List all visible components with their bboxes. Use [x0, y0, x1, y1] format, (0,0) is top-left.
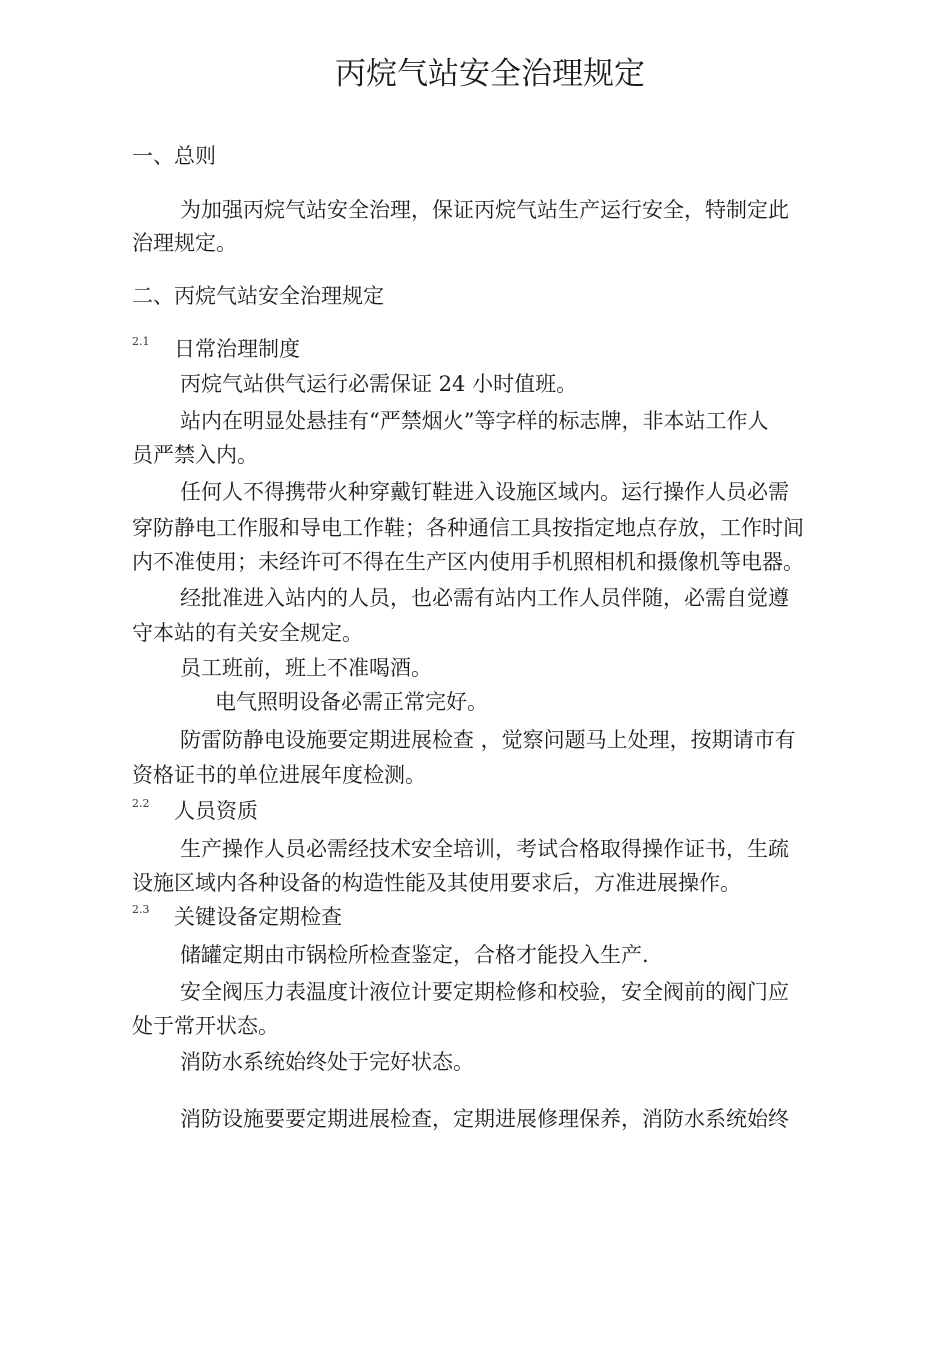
- paragraph-line: 治理规定。: [132, 231, 237, 255]
- subsection-number: 2.3: [132, 903, 150, 916]
- paragraph-line: 内不准使用；未经许可不得在生产区内使用手机照相机和摄像机等电器。: [132, 550, 804, 574]
- paragraph-line: 任何人不得携带火种穿戴钉鞋进入设施区域内。运行操作人员必需: [180, 480, 789, 504]
- section-heading-general: 一、总则: [132, 144, 216, 168]
- page-title: 丙烷气站安全治理规定: [335, 56, 645, 92]
- subsection-title: 关键设备定期检查: [174, 905, 342, 929]
- paragraph-line: 守本站的有关安全规定。: [132, 621, 363, 645]
- paragraph-line: 资格证书的单位进展年度检测。: [132, 763, 426, 787]
- paragraph-line: 设施区域内各种设备的构造性能及其使用要求后，方准进展操作。: [132, 871, 741, 895]
- subsection-title: 日常治理制度: [174, 337, 300, 361]
- paragraph-line: 为加强丙烷气站安全治理，保证丙烷气站生产运行安全，特制定此: [180, 198, 789, 222]
- subsection-number: 2.2: [132, 797, 150, 810]
- paragraph-line: 安全阀压力表温度计液位计要定期检修和校验，安全阀前的阀门应: [180, 980, 789, 1004]
- paragraph-line: 处于常开状态。: [132, 1014, 279, 1038]
- subsection-title: 人员资质: [174, 799, 258, 823]
- paragraph-line: 站内在明显处悬挂有“严禁烟火”等字样的标志牌，非本站工作人: [180, 409, 769, 433]
- paragraph-line: 穿防静电工作服和导电工作鞋；各种通信工具按指定地点存放，工作时间: [132, 516, 804, 540]
- paragraph-line: 员严禁入内。: [132, 443, 258, 467]
- subsection-number: 2.1: [132, 335, 150, 348]
- paragraph-line: 电气照明设备必需正常完好。: [215, 690, 488, 714]
- paragraph-line: 消防设施要要定期进展检查，定期进展修理保养，消防水系统始终: [180, 1107, 789, 1131]
- paragraph-line: 员工班前，班上不准喝酒。: [180, 656, 432, 680]
- paragraph-line: 丙烷气站供气运行必需保证 24 小时值班。: [180, 372, 578, 396]
- paragraph-line: 生产操作人员必需经技术安全培训，考试合格取得操作证书，生疏: [180, 837, 789, 861]
- paragraph-line: 防雷防静电设施要定期进展检查 ，觉察问题马上处理，按期请市有: [180, 728, 796, 752]
- paragraph-line: 储罐定期由市锅检所检查鉴定，合格才能投入生产.: [180, 943, 649, 967]
- section-heading-rules: 二、丙烷气站安全治理规定: [132, 284, 384, 308]
- paragraph-line: 消防水系统始终处于完好状态。: [180, 1050, 474, 1074]
- paragraph-line: 经批准进入站内的人员，也必需有站内工作人员伴随，必需自觉遵: [180, 586, 789, 610]
